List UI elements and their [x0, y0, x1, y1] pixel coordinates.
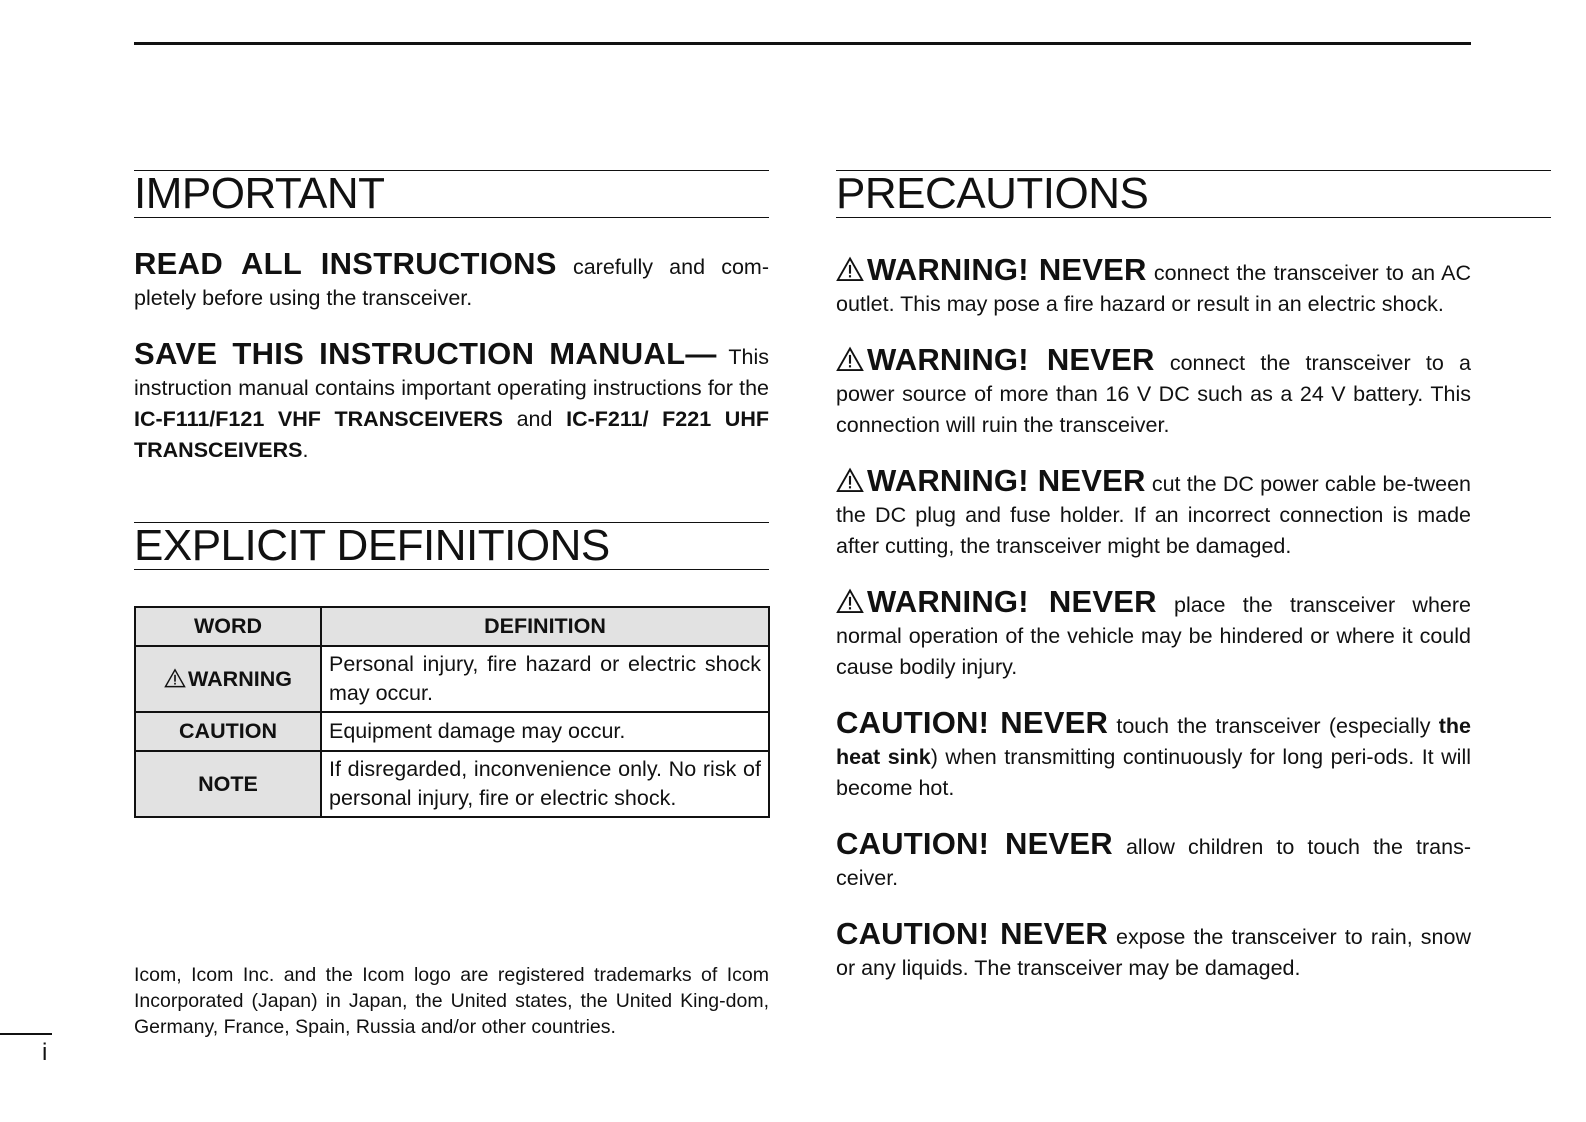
word-caution: CAUTION	[135, 712, 321, 751]
precaution-text: cut the DC power cable be-tween the DC plug and fuse holder. If an incorrect connection is made after cutting, the transceiver might be damaged.	[836, 472, 1471, 558]
model-vhf: IC-F111/F121 VHF TRANSCEIVERS	[134, 407, 503, 431]
precaution-text: ) when transmitting continuously for long peri-ods. It will become hot.	[836, 745, 1471, 800]
warning-triangle-icon	[836, 256, 864, 282]
precaution-item	[836, 586, 1471, 683]
left-column	[134, 170, 769, 818]
precautions-title: PRECAUTIONS	[836, 170, 1551, 218]
definitions-table	[134, 606, 770, 818]
page-number: i	[42, 1039, 48, 1066]
definition-warning: Personal injury, fire hazard or electric shock may occur.	[321, 646, 769, 712]
precaution-item	[836, 465, 1471, 562]
warning-triangle-icon	[836, 588, 864, 614]
precaution-lead: WARNING! NEVER	[867, 463, 1146, 498]
trademark-footnote: Icom, Icom Inc. and the Icom logo are registered trademarks of Icom Incorporated (Japan) in Japan, the United states, the United King-dom, Germany, France, Spain, Russia and/or other countries.	[134, 964, 769, 1038]
table-row	[135, 712, 769, 751]
precaution-lead: CAUTION! NEVER	[836, 916, 1108, 951]
important-title: IMPORTANT	[134, 170, 769, 218]
page-number-rule	[0, 1033, 52, 1035]
precaution-item	[836, 344, 1471, 441]
precaution-lead: WARNING! NEVER	[867, 342, 1155, 377]
word-warning: WARNING	[188, 666, 292, 691]
save-manual-text-2: and	[502, 407, 567, 431]
col-definition-header: DEFINITION	[321, 607, 769, 646]
definition-note: If disregarded, inconvenience only. No risk of personal injury, fire or electric shock.	[321, 751, 769, 817]
precaution-text: connect the transceiver to an AC outlet. This may pose a fire hazard or result in an electric shock.	[836, 261, 1471, 316]
definition-caution: Equipment damage may occur.	[321, 712, 769, 751]
table-header-row	[135, 607, 769, 646]
warning-triangle-icon	[836, 467, 864, 493]
save-manual-lead: SAVE THIS INSTRUCTION MANUAL—	[134, 336, 717, 371]
precaution-lead: WARNING! NEVER	[867, 252, 1147, 287]
precaution-item	[836, 707, 1471, 804]
table-row	[135, 751, 769, 817]
precaution-lead: CAUTION! NEVER	[836, 705, 1109, 740]
read-instructions-text: carefully and com-pletely before using the transceiver.	[134, 255, 769, 310]
read-instructions-paragraph	[134, 248, 769, 314]
precaution-lead: WARNING! NEVER	[867, 584, 1157, 619]
save-manual-text-3: .	[302, 438, 309, 462]
precaution-item	[836, 828, 1471, 894]
save-manual-text-1: This instruction manual contains important operating instructions for the	[134, 345, 770, 400]
precaution-item	[836, 254, 1471, 320]
precaution-text: touch the transceiver (especially	[1108, 714, 1439, 738]
precaution-lead: CAUTION! NEVER	[836, 826, 1113, 861]
definitions-title: EXPLICIT DEFINITIONS	[134, 522, 769, 570]
model-uhf: IC-F211/ F221 UHF TRANSCEIVERS	[134, 407, 769, 462]
warning-triangle-icon	[836, 346, 864, 372]
heat-sink-text: the heat sink	[836, 714, 1471, 769]
warning-triangle-icon	[164, 668, 186, 688]
precaution-item	[836, 918, 1471, 984]
precaution-text: place the transceiver where normal operation of the vehicle may be hindered or where it could cause bodily injury.	[836, 593, 1471, 679]
top-rule	[134, 42, 1471, 45]
precaution-text: allow children to touch the trans-ceiver.	[836, 835, 1471, 890]
right-column	[836, 170, 1471, 984]
save-manual-paragraph	[134, 338, 769, 466]
read-instructions-lead: READ ALL INSTRUCTIONS	[134, 246, 557, 281]
word-cell-warning	[135, 646, 321, 712]
col-word-header: WORD	[135, 607, 321, 646]
precaution-text: expose the transceiver to rain, snow or any liquids. The transceiver may be damaged.	[836, 925, 1471, 980]
word-note: NOTE	[135, 751, 321, 817]
table-row	[135, 646, 769, 712]
precaution-text: connect the transceiver to a power source of more than 16 V DC such as a 24 V battery. This connection will ruin the transceiver.	[836, 351, 1471, 437]
